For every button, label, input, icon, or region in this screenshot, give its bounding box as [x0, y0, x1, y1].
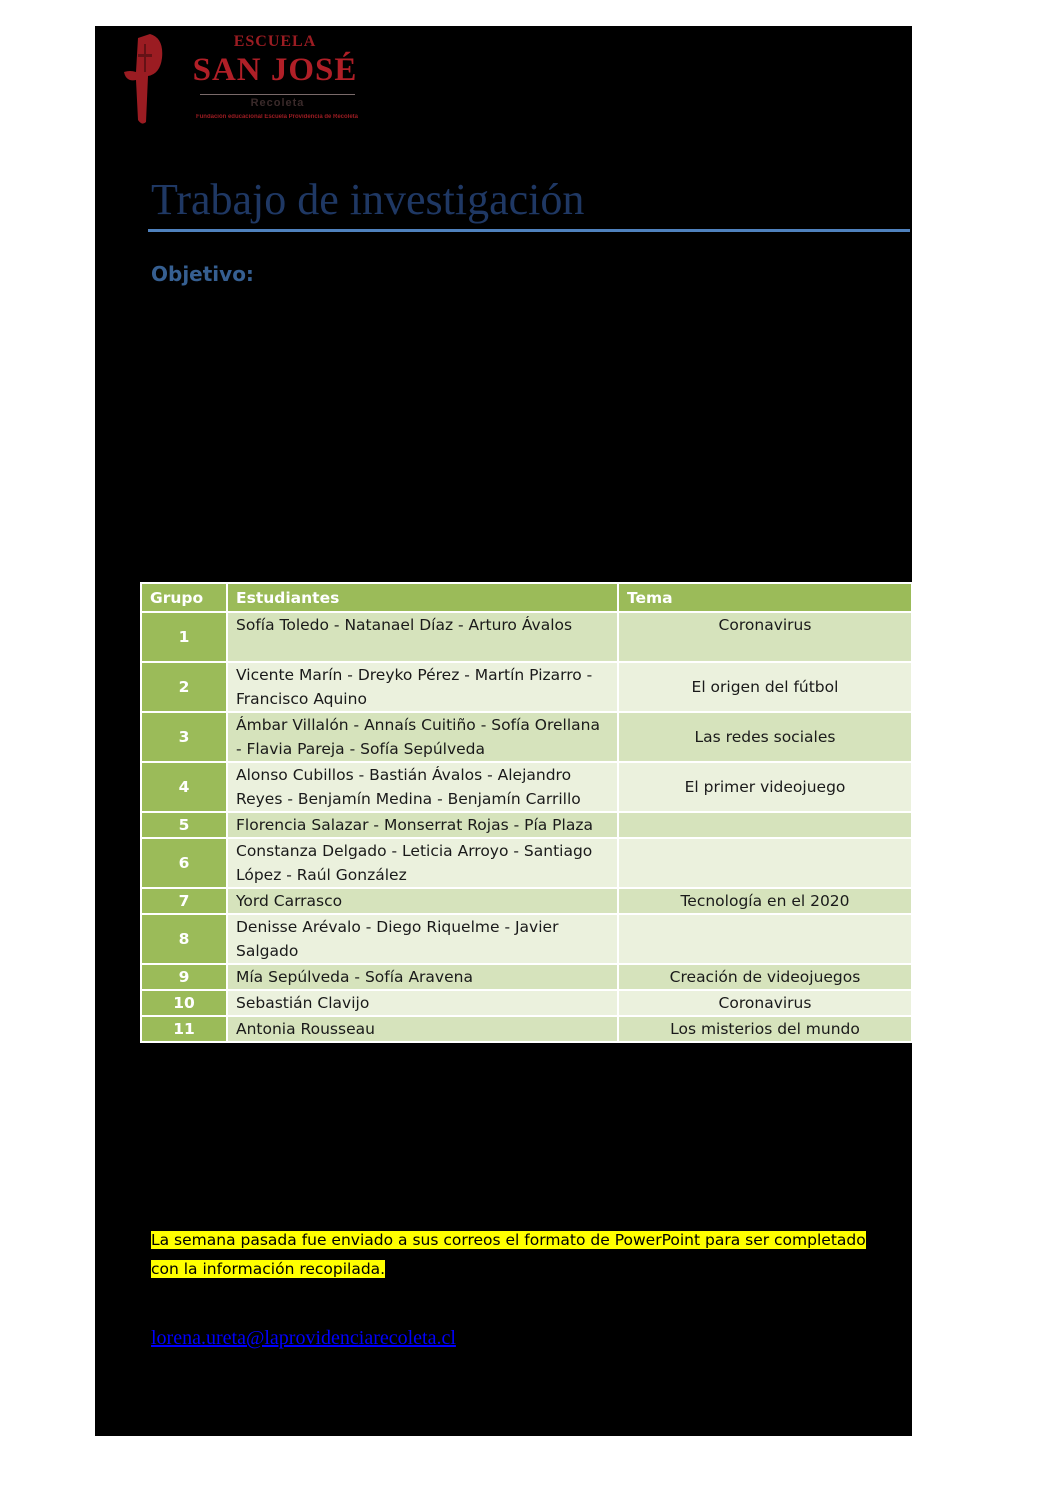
- topic-cell: Los misterios del mundo: [618, 1016, 912, 1042]
- table-row: [141, 838, 912, 888]
- students-cell: Constanza Delgado - Leticia Arroyo - Santiago López - Raúl González: [227, 838, 618, 888]
- logo-recoleta-text: Recoleta: [250, 97, 305, 109]
- contact-email-link[interactable]: lorena.ureta@laprovidenciarecoleta.cl: [151, 1327, 456, 1349]
- group-number: 6: [141, 838, 227, 888]
- group-number: 5: [141, 812, 227, 838]
- table-header-row: [141, 583, 912, 612]
- table-row: [141, 990, 912, 1016]
- group-number: 9: [141, 964, 227, 990]
- notice-line-2: con la información recopilada.: [151, 1260, 386, 1278]
- table-row: [141, 662, 912, 712]
- topic-cell: Coronavirus: [618, 990, 912, 1016]
- group-number: 2: [141, 662, 227, 712]
- group-number: 10: [141, 990, 227, 1016]
- students-cell: Sebastián Clavijo: [227, 990, 618, 1016]
- table-row: [141, 888, 912, 914]
- column-header-group: Grupo: [141, 583, 227, 612]
- logo-escuela-text: ESCUELA: [233, 33, 317, 50]
- column-header-students: Estudiantes: [227, 583, 618, 612]
- group-number: 4: [141, 762, 227, 812]
- students-cell: Alonso Cubillos - Bastián Ávalos - Alejandro Reyes - Benjamín Medina - Benjamín Carrillo: [227, 762, 618, 812]
- column-header-topic: Tema: [618, 583, 912, 612]
- school-emblem-icon: [120, 32, 168, 126]
- group-number: 11: [141, 1016, 227, 1042]
- page-title: Trabajo de investigación: [151, 175, 585, 224]
- topic-cell: [618, 914, 912, 964]
- notice-line-1: La semana pasada fue enviado a sus correos el formato de PowerPoint para ser completado: [151, 1231, 866, 1249]
- topic-cell: Coronavirus: [618, 612, 912, 662]
- table-row: [141, 914, 912, 964]
- group-number: 8: [141, 914, 227, 964]
- table-row: [141, 712, 912, 762]
- logo-school-name: SAN JOSÉ: [192, 52, 358, 88]
- group-number: 1: [141, 612, 227, 662]
- students-cell: Mía Sepúlveda - Sofía Aravena: [227, 964, 618, 990]
- students-cell: Ámbar Villalón - Annaís Cuitiño - Sofía Orellana - Flavia Pareja - Sofía Sepúlveda: [227, 712, 618, 762]
- table-row: [141, 964, 912, 990]
- logo-foundation-text: Fundación educacional Escuela Providencia de Recoleta: [195, 114, 359, 120]
- students-cell: Sofía Toledo - Natanael Díaz - Arturo Ávalos: [227, 612, 618, 662]
- topic-cell: Las redes sociales: [618, 712, 912, 762]
- table-row: [141, 812, 912, 838]
- topic-cell: [618, 812, 912, 838]
- topic-cell: [618, 838, 912, 888]
- objective-heading: Objetivo:: [151, 262, 254, 286]
- topic-cell: Tecnología en el 2020: [618, 888, 912, 914]
- group-number: 7: [141, 888, 227, 914]
- groups-table: [140, 582, 913, 1043]
- group-number: 3: [141, 712, 227, 762]
- title-underline: [148, 229, 910, 232]
- students-cell: Yord Carrasco: [227, 888, 618, 914]
- students-cell: Vicente Marín - Dreyko Pérez - Martín Pizarro - Francisco Aquino: [227, 662, 618, 712]
- students-cell: Antonia Rousseau: [227, 1016, 618, 1042]
- table-row: [141, 762, 912, 812]
- table-row: [141, 1016, 912, 1042]
- students-cell: Florencia Salazar - Monserrat Rojas - Pía Plaza: [227, 812, 618, 838]
- students-cell: Denisse Arévalo - Diego Riquelme - Javier Salgado: [227, 914, 618, 964]
- topic-cell: El primer videojuego: [618, 762, 912, 812]
- table-row: [141, 612, 912, 662]
- logo-divider: [200, 94, 355, 95]
- powerpoint-notice: [151, 1226, 891, 1284]
- topic-cell: Creación de videojuegos: [618, 964, 912, 990]
- topic-cell: El origen del fútbol: [618, 662, 912, 712]
